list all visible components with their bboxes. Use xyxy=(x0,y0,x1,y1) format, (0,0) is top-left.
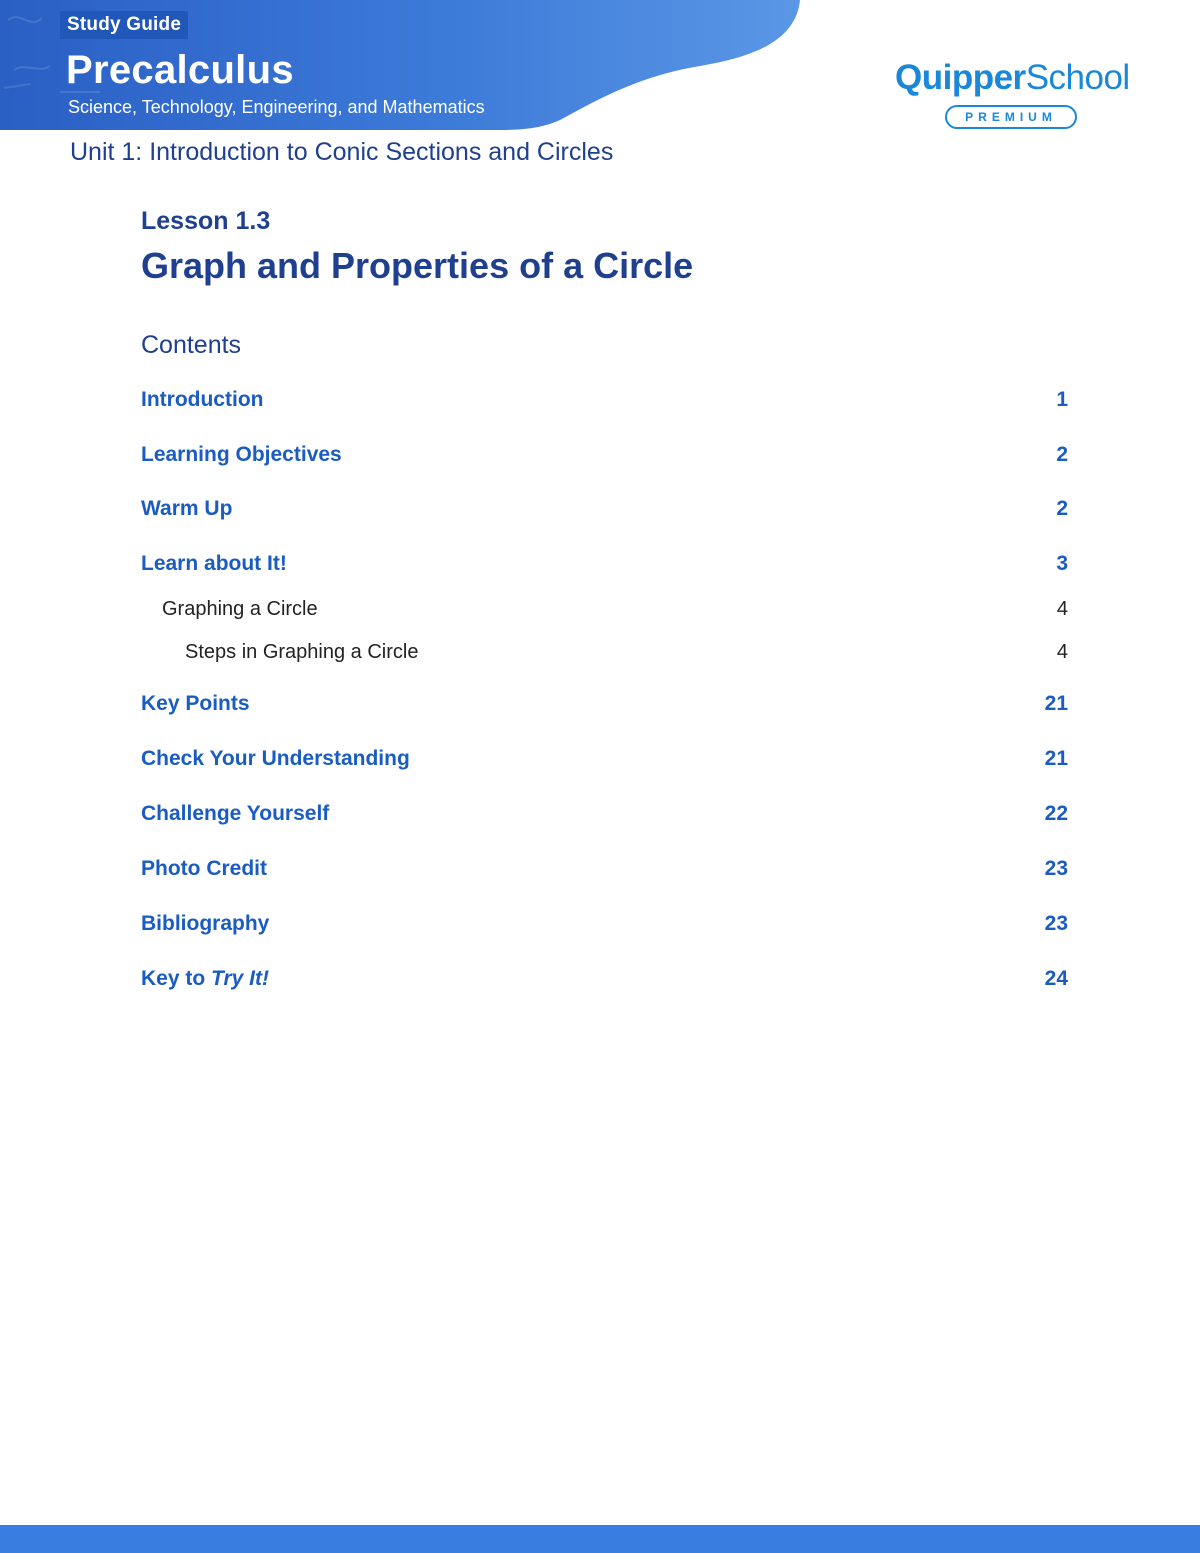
toc-entry-introduction[interactable] xyxy=(141,385,1068,415)
toc-entry-label: Key Points xyxy=(141,692,250,715)
toc-entry-learning-objectives[interactable] xyxy=(141,440,1068,470)
toc-entry-page: 24 xyxy=(1044,967,1068,990)
logo-word-bold: Quipper xyxy=(895,58,1026,97)
footer-bar xyxy=(0,1525,1200,1553)
toc-entry-label: Warm Up xyxy=(141,497,233,520)
toc-entry-page: 4 xyxy=(1056,598,1068,620)
toc-entry-page: 2 xyxy=(1056,443,1068,466)
toc-entry-photo-credit[interactable] xyxy=(141,854,1068,884)
toc-entry-page: 22 xyxy=(1044,802,1068,825)
course-subtitle: Science, Technology, Engineering, and Mathematics xyxy=(68,97,485,117)
toc-entry-label xyxy=(141,964,269,994)
toc-entry-challenge-yourself[interactable] xyxy=(141,799,1068,829)
toc-entry-page: 1 xyxy=(1056,388,1068,411)
toc-entry-label: Steps in Graphing a Circle xyxy=(185,641,419,663)
toc-entry-bibliography[interactable] xyxy=(141,909,1068,939)
study-guide-badge: Study Guide xyxy=(60,11,188,39)
toc-entry-label: Learning Objectives xyxy=(141,443,342,466)
toc-entry-page: 3 xyxy=(1056,552,1068,575)
toc-entry-label-italic: Try It! xyxy=(211,967,269,990)
toc-entry-page: 23 xyxy=(1044,857,1068,880)
toc-entry-graphing-a-circle[interactable] xyxy=(141,594,1068,624)
toc-entry-page: 4 xyxy=(1056,641,1068,663)
toc-entry-warm-up[interactable] xyxy=(141,494,1068,524)
toc-entry-page: 2 xyxy=(1056,497,1068,520)
toc-entry-label: Graphing a Circle xyxy=(162,598,318,620)
logo-wordmark xyxy=(895,56,1130,100)
toc-entry-label: Learn about It! xyxy=(141,552,287,575)
header-banner xyxy=(0,0,810,132)
logo-premium-pill: PREMIUM xyxy=(945,105,1077,129)
contents-heading: Contents xyxy=(141,331,242,359)
toc-entry-page: 21 xyxy=(1044,747,1068,770)
quipper-school-logo xyxy=(895,56,1135,132)
toc-entry-label: Challenge Yourself xyxy=(141,802,330,825)
toc-entry-label: Photo Credit xyxy=(141,857,267,880)
toc-entry-label: Introduction xyxy=(141,388,264,411)
toc-entry-steps-in-graphing[interactable] xyxy=(141,637,1068,667)
toc-entry-key-points[interactable] xyxy=(141,689,1068,719)
toc-entry-label-plain: Key to xyxy=(141,967,212,990)
toc-entry-key-to-try-it[interactable] xyxy=(141,964,1068,994)
toc-entry-label: Bibliography xyxy=(141,912,270,935)
lesson-number: Lesson 1.3 xyxy=(141,207,271,235)
unit-title: Unit 1: Introduction to Conic Sections and Circles xyxy=(70,138,614,166)
logo-word-regular: School xyxy=(1025,58,1130,97)
lesson-title: Graph and Properties of a Circle xyxy=(141,245,694,286)
toc-entry-check-your-understanding[interactable] xyxy=(141,744,1068,774)
course-title: Precalculus xyxy=(66,48,294,92)
toc-entry-page: 21 xyxy=(1044,692,1068,715)
toc-entry-page: 23 xyxy=(1044,912,1068,935)
toc-entry-learn-about-it[interactable] xyxy=(141,549,1068,579)
toc-entry-label: Check Your Understanding xyxy=(141,747,410,770)
